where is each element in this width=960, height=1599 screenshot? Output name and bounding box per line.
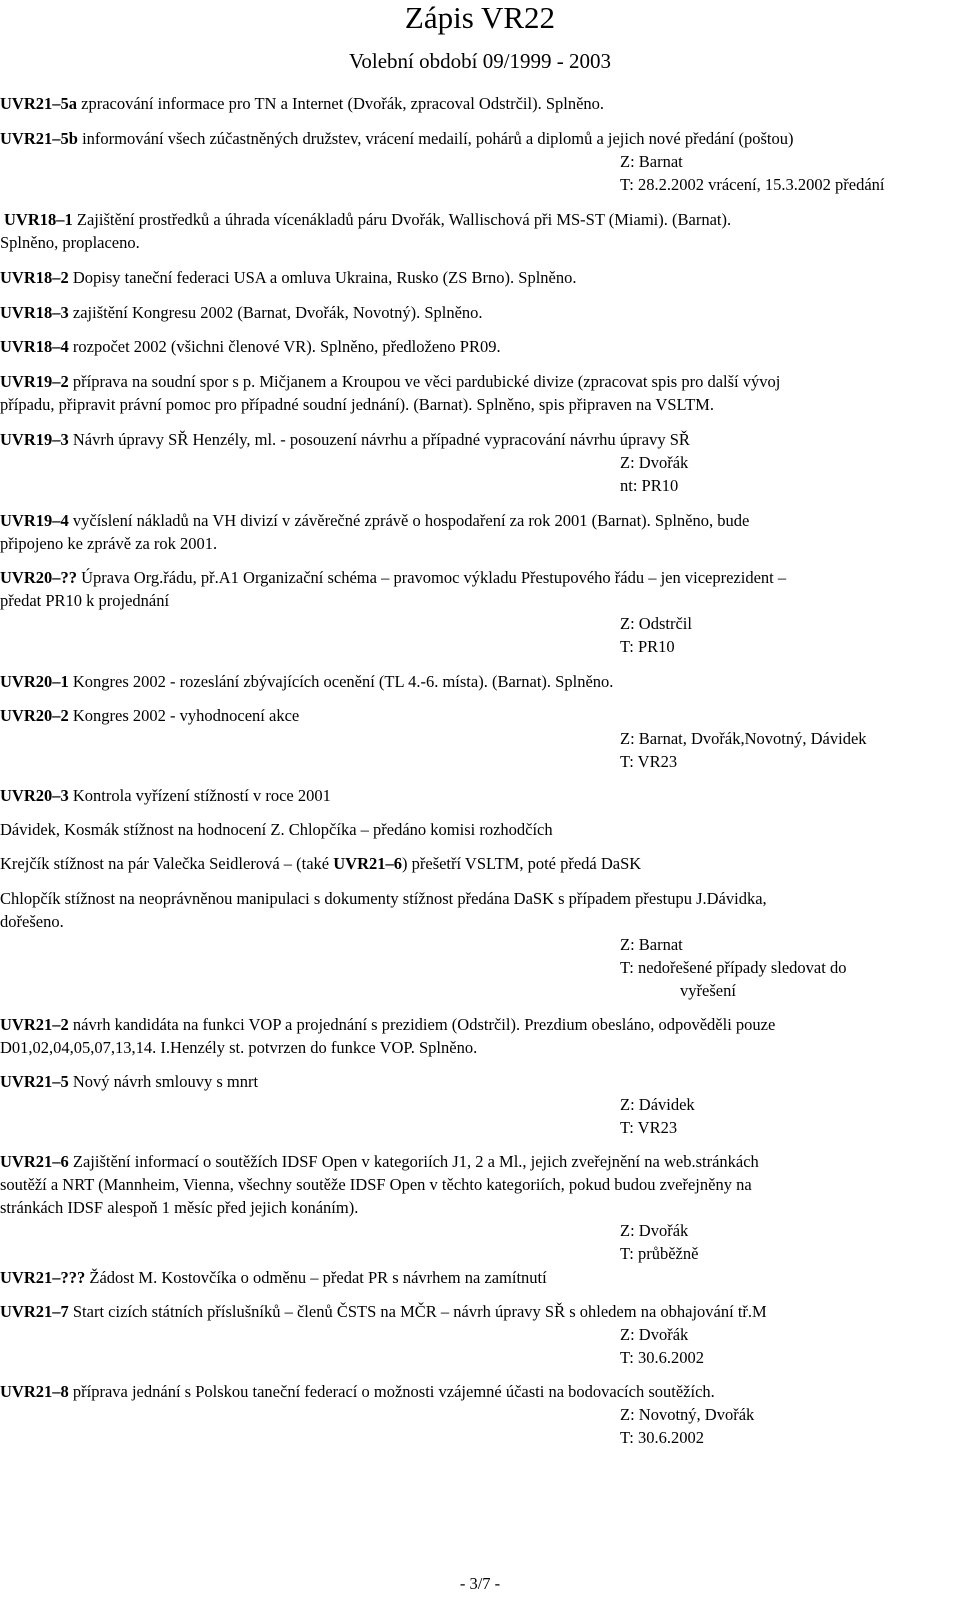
deadline: T: 30.6.2002 (620, 1348, 704, 1367)
item-code: UVR21–??? (0, 1268, 86, 1287)
item-uvr18-3 (0, 301, 955, 324)
item-uvr21-5 (0, 1070, 955, 1093)
item-continuation: stránkách IDSF alespoň 1 měsíc před jejich konáním). (0, 1198, 359, 1217)
page-number: - 3/7 - (459, 1574, 501, 1593)
item-uvr18-1 (0, 208, 959, 231)
responsible-person: Z: Barnat, Dvořák,Novotný, Dávidek (620, 729, 867, 748)
deadline: nt: PR10 (620, 476, 679, 495)
deadline: T: 30.6.2002 (620, 1428, 704, 1447)
item-continuation: případu, připravit právní pomoc pro případné soudní jednání). (Barnat). Splněno, spis připraven na VSLTM. (0, 395, 714, 414)
item-code: UVR21–5 (0, 1072, 69, 1091)
item-text: vyčíslení nákladů na VH divizí v závěrečné zprávě o hospodaření za rok 2001 (Barnat). Splněno, bude (68, 511, 750, 530)
item-uvr21-unknown (0, 1266, 955, 1289)
document-title: Zápis VR22 (404, 0, 556, 35)
item-uvr19-3 (0, 428, 955, 451)
item-uvr18-4 (0, 335, 955, 358)
item-text: Zajištění informací o soutěžích IDSF Open v kategoriích J1, 2 a Ml., jejich zveřejnění na web.stránkách (68, 1152, 759, 1171)
item-uvr21-5a (0, 92, 955, 115)
responsible-person: Z: Dávidek (620, 1095, 695, 1114)
item-text: Návrh úpravy SŘ Henzély, ml. - posouzení návrhu a případné vypracování návrhu úpravy SŘ (68, 430, 690, 449)
item-code: UVR21–5b (0, 129, 78, 148)
deadline: T: nedořešené případy sledovat do (620, 958, 847, 977)
responsible-person: Z: Dvořák (620, 1325, 689, 1344)
item-code: UVR21–6 (0, 1152, 69, 1171)
item-text: Kongres 2002 - vyhodnocení akce (68, 706, 300, 725)
item-uvr20-3 (0, 784, 955, 807)
item-code: UVR19–3 (0, 430, 69, 449)
document-subtitle: Volební období 09/1999 - 2003 (348, 49, 612, 73)
responsible-person: Z: Dvořák (620, 1221, 689, 1240)
item-text: Nový návrh smlouvy s mnrt (68, 1072, 259, 1091)
item-code: UVR20–?? (0, 568, 77, 587)
item-code: UVR20–2 (0, 706, 69, 725)
item-code: UVR19–4 (0, 511, 69, 530)
item-continuation: soutěží a NRT (Mannheim, Vienna, všechny soutěže IDSF Open v těchto kategoriích, pokud budou zveřejněny na (0, 1175, 752, 1194)
deadline: T: VR23 (620, 1118, 678, 1137)
deadline: T: PR10 (620, 637, 675, 656)
item-text: rozpočet 2002 (všichni členové VR). Splněno, předloženo PR09. (68, 337, 501, 356)
item-text: Kontrola vyřízení stížností v roce 2001 (68, 786, 331, 805)
responsible-person: Z: Dvořák (620, 453, 689, 472)
item-code: UVR18–3 (0, 303, 69, 322)
item-text: Úprava Org.řádu, př.A1 Organizační schéma – pravomoc výkladu Přestupového řádu – jen viceprezident – (77, 568, 787, 587)
item-continuation: předat PR10 k projednání (0, 591, 170, 610)
item-code: UVR20–1 (0, 672, 69, 691)
item-text: zajištění Kongresu 2002 (Barnat, Dvořák, Novotný). Splněno. (68, 303, 483, 322)
item-code: UVR21–2 (0, 1015, 69, 1034)
item-uvr21-6 (0, 1150, 955, 1173)
item-continuation: Splněno, proplaceno. (0, 233, 140, 252)
complaint-chlopcik: Chlopčík stížnost na neoprávněnou manipulaci s dokumenty stížnost předána DaSK s případem přestupu J.Dávidka, (0, 889, 767, 908)
deadline-continuation: vyřešení (680, 981, 736, 1000)
item-text: Krejčík stížnost na pár Valečka Seidlerová – (také (0, 854, 334, 873)
responsible-person: Z: Barnat (620, 935, 683, 954)
item-uvr20-1 (0, 670, 955, 693)
item-text: Kongres 2002 - rozeslání zbývajících ocenění (TL 4.-6. místa). (Barnat). Splněno. (68, 672, 614, 691)
item-uvr20-unknown (0, 566, 955, 589)
item-text: ) přešetří VSLTM, poté předá DaSK (402, 854, 642, 873)
item-code: UVR21–8 (0, 1382, 69, 1401)
item-uvr19-4 (0, 509, 955, 532)
item-text: návrh kandidáta na funkci VOP a projednání s prezidiem (Odstrčil). Prezdium obesláno, odpověděli pouze (68, 1015, 776, 1034)
deadline: T: průběžně (620, 1244, 699, 1263)
item-text: zpracování informace pro TN a Internet (Dvořák, zpracoval Odstrčil). Splněno. (77, 94, 605, 113)
item-code: UVR21–6 (333, 854, 402, 873)
item-uvr21-8 (0, 1380, 955, 1403)
item-text: Zajištění prostředků a úhrada vícenákladů páru Dvořák, Wallischová při MS-ST (Miami). (Barnat). (72, 210, 732, 229)
item-text: Žádost M. Kostovčíka o odměnu – předat PR s návrhem na zamítnutí (85, 1268, 547, 1287)
item-continuation: D01,02,04,05,07,13,14. I.Henzély st. potvrzen do funkce VOP. Splněno. (0, 1038, 478, 1057)
complaint-krejcik (0, 852, 955, 875)
item-code: UVR18–2 (0, 268, 69, 287)
item-text: příprava jednání s Polskou taneční federací o možnosti vzájemné účasti na bodovacích soutěžích. (68, 1382, 715, 1401)
item-code: UVR18–4 (0, 337, 69, 356)
item-text: Start cizích státních příslušníků – členů ČSTS na MČR – návrh úpravy SŘ s ohledem na obhajování tř.M (68, 1302, 767, 1321)
item-text: příprava na soudní spor s p. Mičjanem a Kroupou ve věci pardubické divize (zpracovat spis pro další vývoj (68, 372, 781, 391)
responsible-person: Z: Novotný, Dvořák (620, 1405, 755, 1424)
item-uvr20-2 (0, 704, 955, 727)
deadline: T: 28.2.2002 vrácení, 15.3.2002 předání (620, 175, 885, 194)
item-uvr21-5b (0, 127, 955, 150)
item-uvr19-2 (0, 370, 955, 393)
item-code: UVR20–3 (0, 786, 69, 805)
item-code: UVR21–5a (0, 94, 77, 113)
item-continuation: dořešeno. (0, 912, 64, 931)
item-code: UVR21–7 (0, 1302, 69, 1321)
item-uvr21-2 (0, 1013, 955, 1036)
deadline: T: VR23 (620, 752, 678, 771)
item-continuation: připojeno ke zprávě za rok 2001. (0, 534, 218, 553)
item-text: Dopisy taneční federaci USA a omluva Ukraina, Rusko (ZS Brno). Splněno. (68, 268, 577, 287)
item-code: UVR18–1 (4, 210, 73, 229)
item-uvr18-2 (0, 266, 955, 289)
item-uvr21-7 (0, 1300, 955, 1323)
complaint-davidek-kosmak: Dávidek, Kosmák stížnost na hodnocení Z. Chlopčíka – předáno komisi rozhodčích (0, 820, 553, 839)
item-code: UVR19–2 (0, 372, 69, 391)
responsible-person: Z: Barnat (620, 152, 683, 171)
responsible-person: Z: Odstrčil (620, 614, 692, 633)
item-text: informování všech zúčastněných družstev, vrácení medailí, pohárů a diplomů a jejich nové předání (poštou) (77, 129, 794, 148)
